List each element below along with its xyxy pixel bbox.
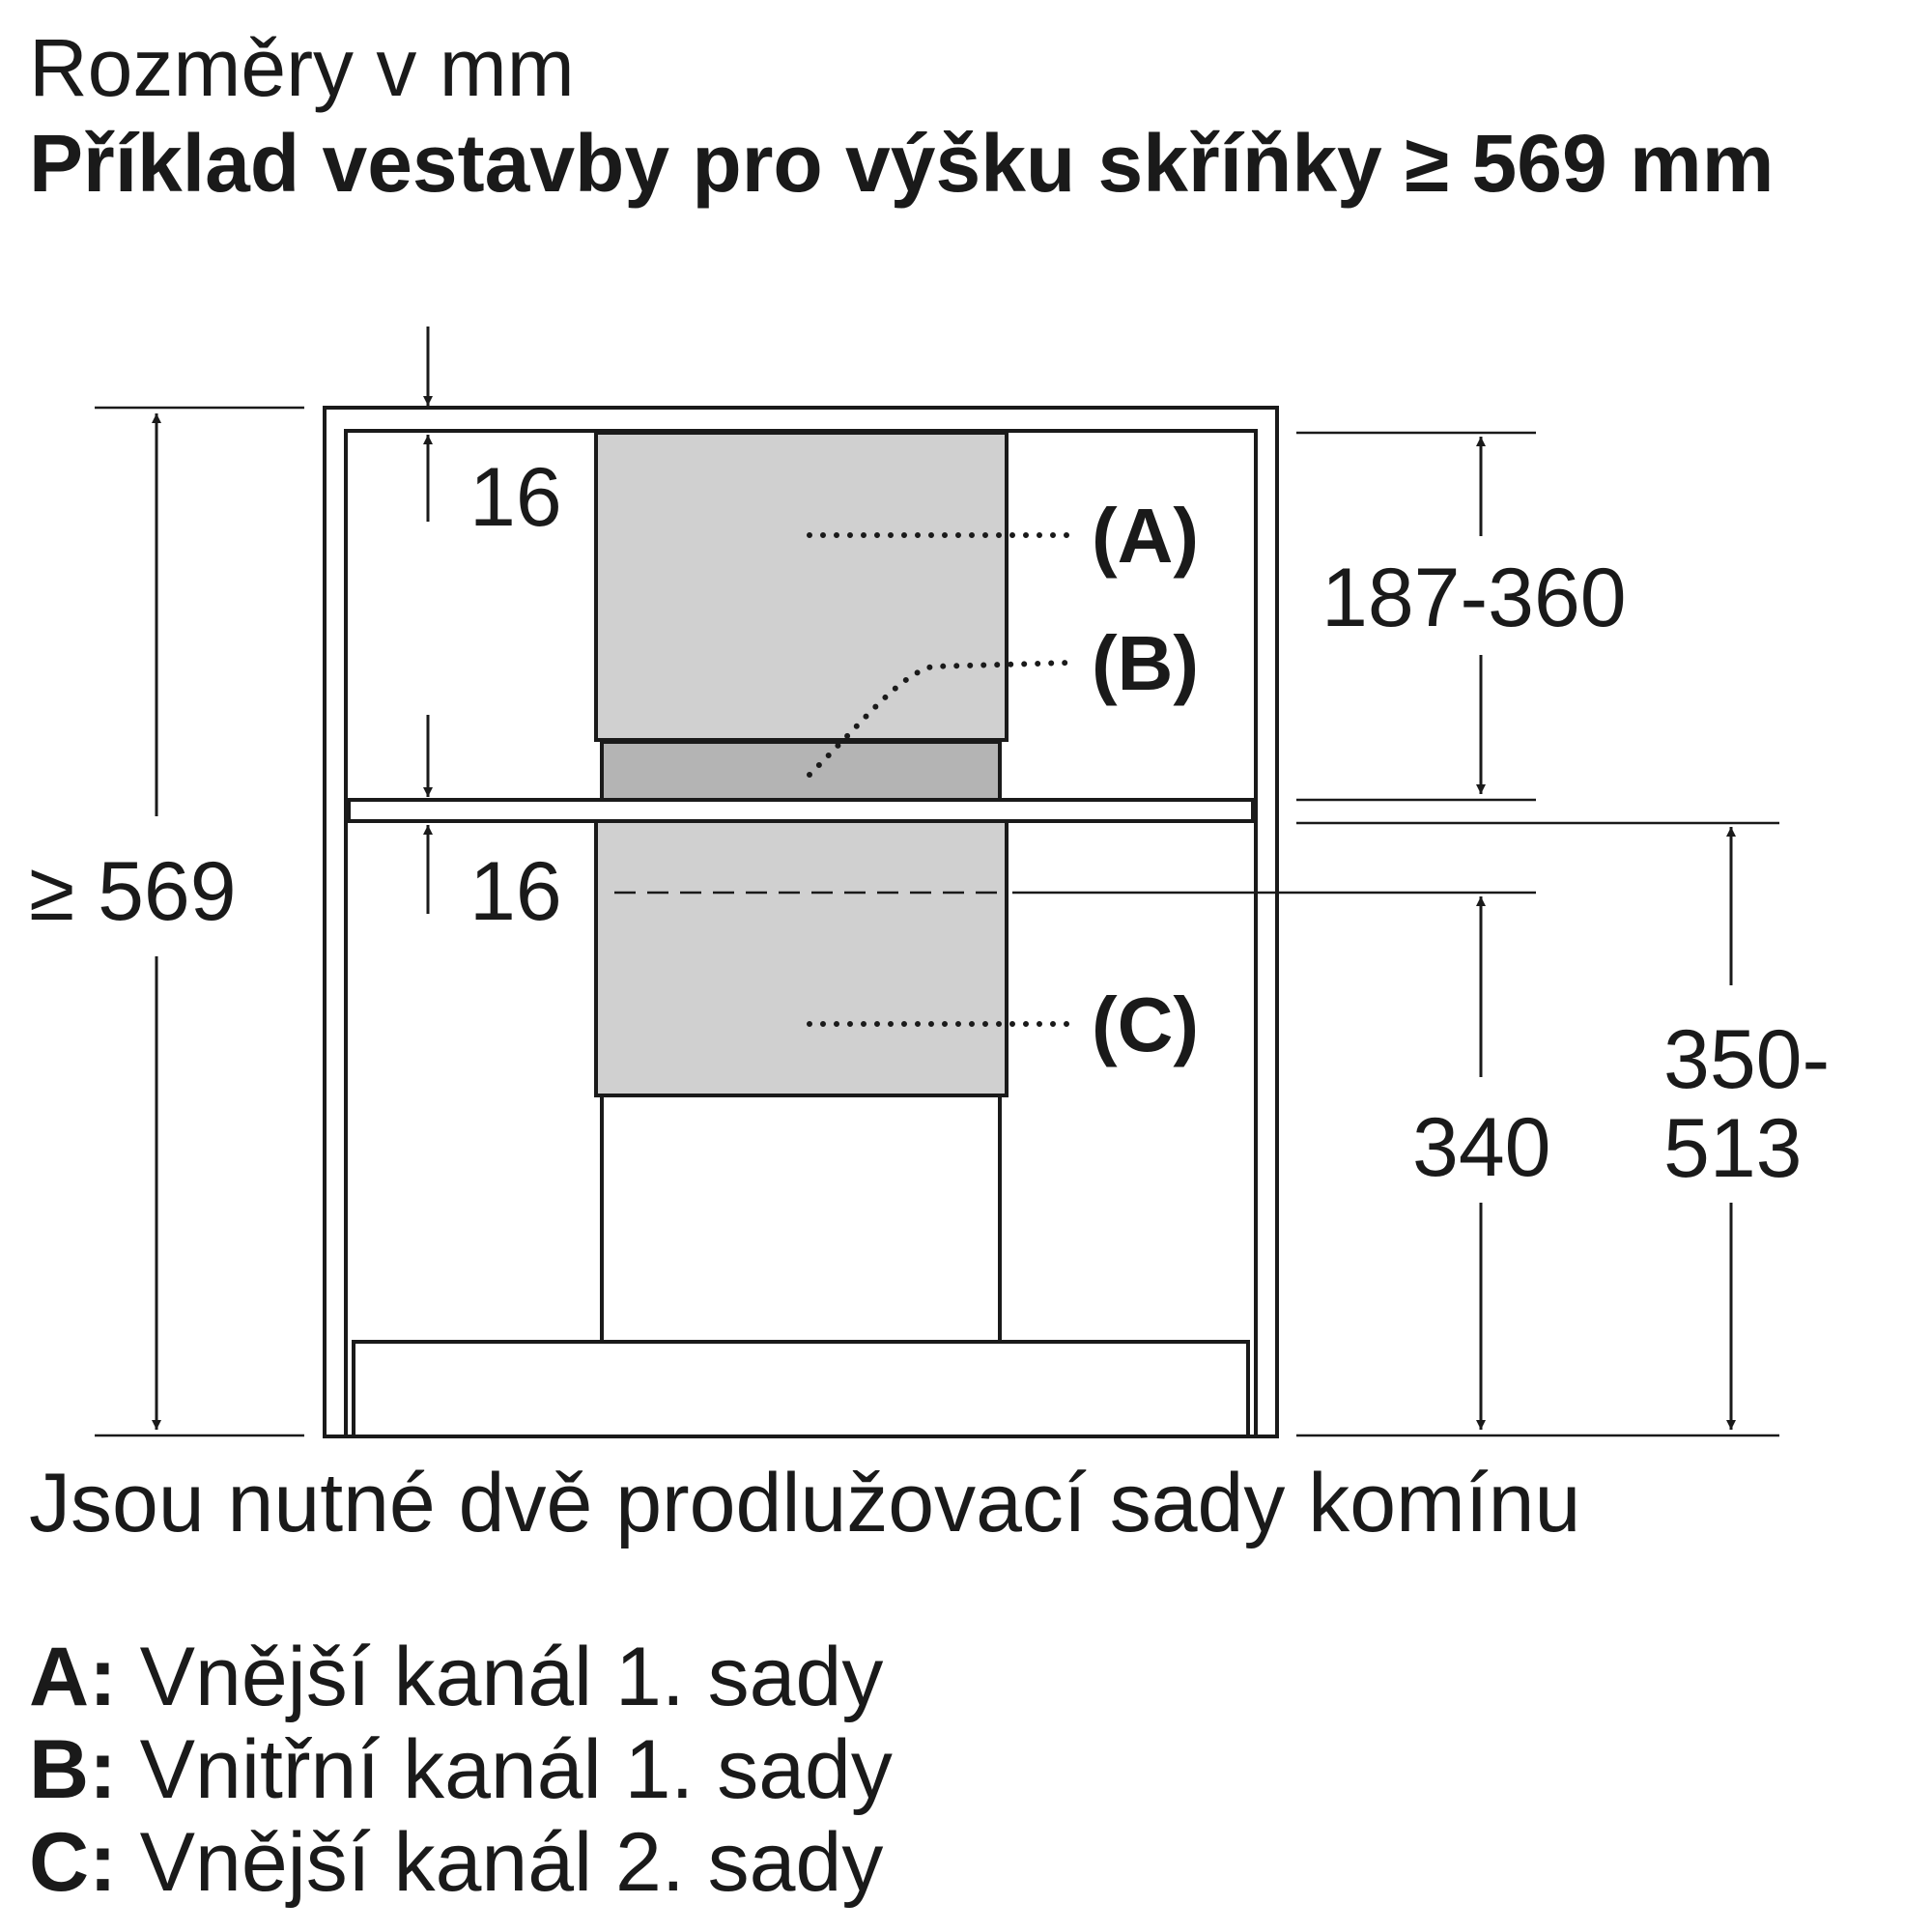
dim-lower-range-line1: 350- bbox=[1663, 1013, 1831, 1106]
legend-key-a: A: bbox=[29, 1631, 117, 1723]
legend-text-a: Vnější kanál 1. sady bbox=[139, 1631, 884, 1723]
callout-label-c: (C) bbox=[1092, 981, 1200, 1067]
hood-body bbox=[602, 1095, 1000, 1342]
legend-text-c: Vnější kanál 2. sady bbox=[139, 1816, 884, 1909]
dim-shelf: 16 bbox=[469, 845, 562, 938]
cabinet-base bbox=[354, 1342, 1248, 1436]
legend-key-c: C: bbox=[29, 1816, 117, 1909]
duct-c-outer-channel bbox=[596, 821, 1007, 1095]
legend-item-c bbox=[29, 1816, 893, 1909]
dim-total-height: ≥ 569 bbox=[29, 845, 237, 938]
dim-lower-height: 340 bbox=[1412, 1101, 1551, 1194]
duct-b-inner-channel bbox=[602, 742, 1000, 800]
cabinet-shelf bbox=[349, 800, 1253, 821]
legend-item-a bbox=[29, 1631, 893, 1723]
callout-label-a: (A) bbox=[1092, 493, 1200, 579]
page-title: Příklad vestavby pro výšku skříňky ≥ 569 mm bbox=[29, 118, 1775, 209]
dim-top-panel: 16 bbox=[469, 451, 562, 544]
extension-kit-note: Jsou nutné dvě prodlužovací sady komínu bbox=[29, 1457, 1581, 1549]
legend-key-b: B: bbox=[29, 1723, 117, 1816]
duct-a-outer-channel bbox=[596, 433, 1007, 740]
units-note: Rozměry v mm bbox=[29, 22, 575, 113]
dim-lower-range-line2: 513 bbox=[1663, 1102, 1803, 1195]
legend bbox=[29, 1631, 893, 1909]
callout-label-b: (B) bbox=[1092, 620, 1200, 706]
legend-item-b bbox=[29, 1723, 893, 1816]
legend-text-b: Vnitřní kanál 1. sady bbox=[139, 1723, 893, 1816]
dim-upper-range: 187-360 bbox=[1321, 552, 1627, 644]
